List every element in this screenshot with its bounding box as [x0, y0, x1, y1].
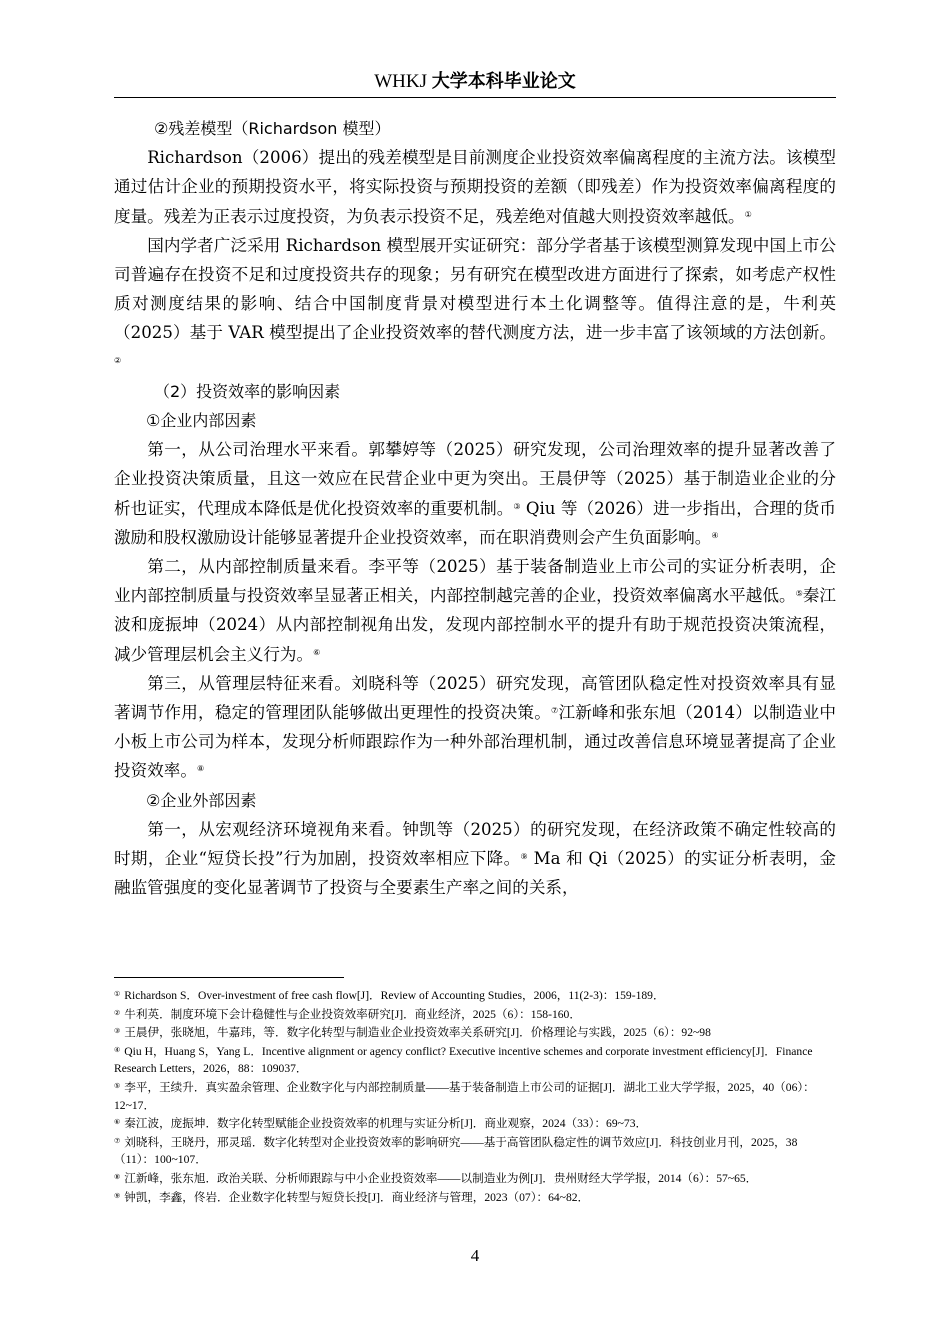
paragraph-5 — [114, 669, 836, 786]
footnote-text: Qiu H，Huang S，Yang L．Incentive alignment or agency conflict? Executive incentive schemes and corporate investment efficiency[J]．Finance Research Letters，2026，88：109037． — [114, 1044, 813, 1076]
footnote-1 — [114, 986, 836, 1005]
paragraph-1 — [114, 143, 836, 231]
heading-influencing-factors: （2）投资效率的影响因素 — [154, 381, 341, 401]
paragraph-6 — [114, 815, 836, 903]
footnote-5 — [114, 1078, 836, 1114]
footnote-separator — [114, 977, 344, 978]
footnote-text: 牛利英．制度环境下会计稳健性与企业投资效率研究[J]．商业经济，2025（6）：158-160． — [124, 1007, 581, 1021]
footnote-mark: ② — [114, 1008, 121, 1017]
paragraph-2 — [114, 231, 836, 377]
footnote-text: Richardson S．Over-investment of free cash flow[J]．Review of Accounting Studies，2006，11(2-3)：159-189． — [124, 989, 665, 1002]
paragraph-4-text-a: 第二，从内部控制质量来看。李平等（2025）基于装备制造业上市公司的实证分析表明，企业内部控制质量与投资效率呈显著正相关，内部控制越完善的企业，投资效率偏离水平越低。 — [114, 557, 836, 606]
paragraph-4 — [114, 552, 836, 669]
footnote-mark: ⑦ — [114, 1136, 121, 1145]
header-title: 大学本科毕业论文 — [431, 71, 576, 92]
paragraph-4-text-b: 秦江波和庞振坤（2024）从内部控制视角出发，发现内部控制水平的提升有助于规范投资决策流程，减少管理层机会主义行为。 — [114, 586, 836, 664]
footnote-ref-8[interactable]: ⑧ — [196, 764, 205, 774]
paragraph-3 — [114, 435, 836, 552]
footnote-mark: ③ — [114, 1027, 121, 1036]
footnote-ref-1[interactable]: ① — [744, 209, 752, 219]
footnote-mark: ⑤ — [114, 1081, 121, 1090]
footnote-mark: ④ — [114, 1045, 121, 1054]
footnote-2 — [114, 1005, 836, 1024]
footnote-ref-6[interactable]: ⑥ — [313, 647, 321, 657]
footnote-mark: ⑥ — [114, 1118, 121, 1127]
footnote-9 — [114, 1188, 836, 1207]
footnote-ref-9[interactable]: ⑨ — [520, 852, 528, 862]
footnote-mark: ① — [114, 990, 121, 998]
footnote-text: 江新峰，张东旭．政治关联、分析师跟踪与中小企业投资效率——以制造业为例[J]．贵州财经大学学报，2014（6）：57~65． — [124, 1171, 758, 1185]
running-header — [114, 68, 836, 96]
paragraph-1-text: Richardson（2006）提出的残差模型是目前测度企业投资效率偏离程度的主流方法。该模型通过估计企业的预期投资水平，将实际投资与预期投资的差额（即残差）作为投资效率偏离程度的度量。残差为正表示过度投资，为负表示投资不足，残差绝对值越大则投资效率越低。 — [114, 148, 836, 226]
heading-residual-model: ②残差模型（Richardson 模型） — [154, 119, 391, 138]
footnote-6 — [114, 1114, 836, 1133]
footnote-ref-7[interactable]: ⑦ — [551, 706, 559, 716]
paragraph-3-text-a: 第一，从公司治理水平来看。郭攀婷等（2025）研究发现，公司治理效率的提升显著改善了企业投资决策质量，且这一效应在民营企业中更为突出。王晨伊等（2025）基于制造业企业的分析也证实，代理成本降低是优化投资效率的重要机制。 — [114, 440, 836, 518]
footnote-ref-4[interactable]: ④ — [711, 530, 719, 540]
footnote-8 — [114, 1169, 836, 1188]
heading-internal-factors: ①企业内部因素 — [146, 411, 257, 431]
paragraph-5-text-a: 第三，从管理层特征来看。刘晓科等（2025）研究发现，高管团队稳定性对投资效率具有显著调节作用，稳定的管理团队能够做出更理性的投资决策。 — [114, 673, 836, 723]
body-text — [114, 114, 836, 902]
paragraph-6-text-a: 第一，从宏观经济环境视角来看。钟凯等（2025）的研究发现，在经济政策不确定性较高的时期，企业“短贷长投”行为加剧，投资效率相应下降。 — [114, 819, 836, 869]
paragraph-5-text-b: 江新峰和张东旭（2014）以制造业中小板上市公司为样本，发现分析师跟踪作为一种外部治理机制，通过改善信息环境显著提高了企业投资效率。 — [114, 703, 836, 781]
footnote-3 — [114, 1023, 836, 1042]
header-prefix: WHKJ — [374, 71, 432, 92]
heading-external-factors: ②企业外部因素 — [146, 790, 257, 810]
footnote-7 — [114, 1133, 836, 1169]
footnote-4 — [114, 1042, 836, 1078]
header-rule — [114, 97, 836, 98]
footnotes — [114, 986, 836, 1206]
footnote-ref-5[interactable]: ⑤ — [795, 589, 803, 599]
footnote-ref-3[interactable]: ③ — [513, 501, 521, 511]
footnote-text: 钟凯，李鑫，佟岩．企业数字化转型与短贷长投[J]．商业经济与管理，2023（07）：64~82． — [124, 1190, 590, 1204]
footnote-text: 王晨伊，张晓旭，牛嘉玮，等．数字化转型与制造业企业投资效率关系研究[J]．价格理论与实践，2025（6）：92~98 — [124, 1026, 711, 1040]
footnote-text: 刘晓科，王晓丹，邢灵瑶．数字化转型对企业投资效率的影响研究——基于高管团队稳定性的调节效应[J]．科技创业月刊，2025，38（11）：100~107． — [114, 1135, 798, 1167]
page-number: 4 — [470, 1246, 480, 1265]
footnote-text: 李平，王续升．真实盈余管理、企业数字化与内部控制质量——基于装备制造上市公司的证据[J]．湖北工业大学学报，2025，40（06）：12~17． — [114, 1080, 815, 1112]
footnote-mark: ⑧ — [114, 1172, 121, 1181]
paragraph-6-text-b: Ma 和 Qi（2025）的实证分析表明，金融监管强度的变化显著调节了投资与全要素生产率之间的关系， — [114, 849, 837, 898]
paragraph-2-text: 国内学者广泛采用 Richardson 模型展开实证研究：部分学者基于该模型测算发现中国上市公司普遍存在投资不足和过度投资共存的现象；另有研究在模型改进方面进行了探索，如考虑产权性质对测度结果的影响、结合中国制度背景对模型进行本土化调整等。值得注意的是，牛利英（2025）基于 VAR 模型提出了企业投资效率的替代测度方法，进一步丰富了该领域的方法创新。 — [114, 235, 836, 343]
footnote-mark: ⑨ — [114, 1191, 121, 1200]
footnote-text: 秦江波，庞振坤．数字化转型赋能企业投资效率的机理与实证分析[J]．商业观察，2024（33）：69~73． — [124, 1117, 648, 1131]
footnote-ref-2[interactable]: ② — [114, 355, 122, 365]
paragraph-3-text-b: Qiu 等（2026）进一步指出，合理的货币激励和股权激励设计能够显著提升企业投资效率，而在职消费则会产生负面影响。 — [114, 498, 836, 547]
